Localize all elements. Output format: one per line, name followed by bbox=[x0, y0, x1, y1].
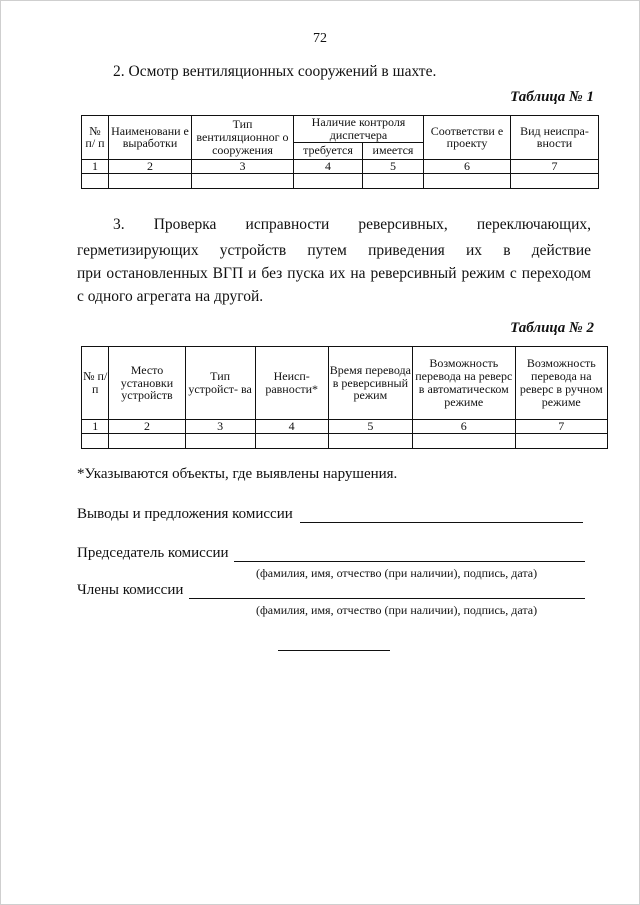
t1-empty-cell bbox=[363, 173, 424, 188]
members-label: Члены комиссии bbox=[77, 582, 184, 598]
t2-empty-cell bbox=[185, 434, 255, 449]
t1-empty-cell bbox=[294, 173, 363, 188]
end-separator-line bbox=[278, 650, 390, 651]
t1-colnum: 2 bbox=[109, 159, 192, 173]
conclusions-label: Выводы и предложения комиссии bbox=[77, 506, 293, 522]
t2-header-auto-reverse: Возможность перевода на реверс в автоматическом режиме bbox=[413, 347, 516, 420]
footnote: *Указываются объекты, где выявлены нарушения. bbox=[77, 466, 398, 482]
t1-colnum: 3 bbox=[192, 159, 294, 173]
t2-header-manual-reverse: Возможность перевода на реверс в ручном режиме bbox=[515, 347, 607, 420]
t1-empty-cell bbox=[192, 173, 294, 188]
t1-header-num: № п/ п bbox=[82, 116, 109, 160]
t2-empty-cell bbox=[109, 434, 185, 449]
section3-line3: при остановленных ВГП и без пуска их на реверсивный режим с переходом bbox=[77, 265, 591, 282]
members-hint: (фамилия, имя, отчество (при наличии), подпись, дата) bbox=[256, 603, 538, 617]
t2-colnum: 5 bbox=[328, 420, 412, 434]
section3-line2: герметизирующих устройств путем приведения их в действие bbox=[77, 242, 591, 259]
page-number: 72 bbox=[313, 31, 327, 46]
t1-colnum: 4 bbox=[294, 159, 363, 173]
t2-header-num: № п/п bbox=[82, 347, 109, 420]
t1-subheader-required: требуется bbox=[294, 142, 363, 159]
t1-colnum: 1 bbox=[82, 159, 109, 173]
t2-empty-cell bbox=[413, 434, 516, 449]
t2-header-location: Место установки устройств bbox=[109, 347, 185, 420]
chairman-line bbox=[234, 561, 585, 562]
t2-colnum: 1 bbox=[82, 420, 109, 434]
t2-empty-cell bbox=[328, 434, 412, 449]
t2-colnum: 2 bbox=[109, 420, 185, 434]
t1-header-name: Наименовани е выработки bbox=[109, 116, 192, 160]
t2-empty-cell bbox=[515, 434, 607, 449]
t1-empty-cell bbox=[424, 173, 511, 188]
table1-caption: Таблица № 1 bbox=[510, 89, 594, 105]
t2-header-device-type: Тип устройст- ва bbox=[185, 347, 255, 420]
t2-colnum: 7 bbox=[515, 420, 607, 434]
chairman-hint: (фамилия, имя, отчество (при наличии), подпись, дата) bbox=[256, 566, 538, 580]
conclusions-line bbox=[300, 522, 583, 523]
section3-line1: 3. Проверка исправности реверсивных, переключающих, bbox=[113, 216, 591, 233]
table2-caption: Таблица № 2 bbox=[510, 320, 594, 336]
t1-subheader-present: имеется bbox=[363, 142, 424, 159]
t1-colnum: 5 bbox=[363, 159, 424, 173]
t1-header-compliance: Соответстви е проекту bbox=[424, 116, 511, 160]
t2-colnum: 3 bbox=[185, 420, 255, 434]
members-line bbox=[189, 598, 585, 599]
section3-line4: с одного агрегата на другой. bbox=[77, 288, 264, 305]
t2-empty-cell bbox=[82, 434, 109, 449]
t1-header-type: Тип вентиляционног о сооружения bbox=[192, 116, 294, 160]
section2-heading: 2. Осмотр вентиляционных сооружений в шахте. bbox=[113, 63, 437, 80]
t2-header-fault: Неисп- равности* bbox=[255, 347, 328, 420]
t2-header-time: Время перевода в реверсивный режим bbox=[328, 347, 412, 420]
t2-empty-cell bbox=[255, 434, 328, 449]
t1-colnum: 6 bbox=[424, 159, 511, 173]
t2-colnum: 6 bbox=[413, 420, 516, 434]
chairman-label: Председатель комиссии bbox=[77, 545, 229, 561]
t2-colnum: 4 bbox=[255, 420, 328, 434]
table1 bbox=[81, 115, 599, 189]
t1-empty-cell bbox=[511, 173, 599, 188]
table2 bbox=[81, 346, 608, 449]
t1-empty-cell bbox=[109, 173, 192, 188]
t1-empty-cell bbox=[82, 173, 109, 188]
t1-header-control: Наличие контроля диспетчера bbox=[294, 116, 424, 143]
t1-header-fault: Вид неиспра- вности bbox=[511, 116, 599, 160]
t1-colnum: 7 bbox=[511, 159, 599, 173]
